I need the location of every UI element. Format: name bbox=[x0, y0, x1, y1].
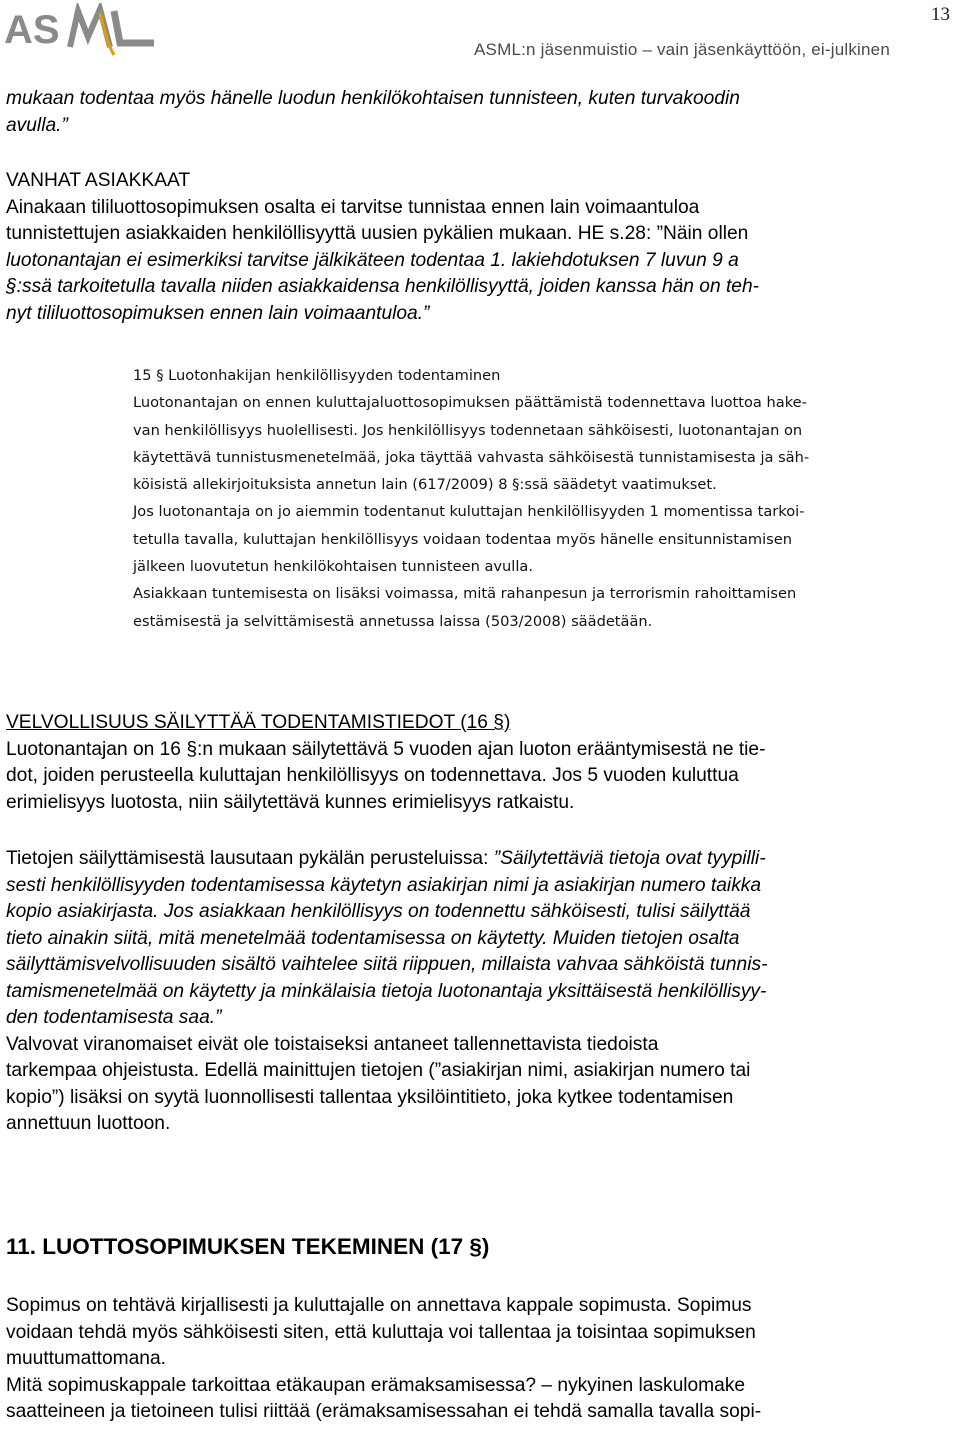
logo-text-as: AS bbox=[4, 8, 60, 52]
paragraph-line: dot, joiden perusteella kuluttajan henkilöllisyys on todennettava. Jos 5 vuoden kuluttua bbox=[6, 765, 739, 786]
paragraph-line: Ainakaan tililuottosopimuksen osalta ei tarvitse tunnistaa ennen lain voimaantuloa bbox=[6, 196, 700, 218]
intro-line: avulla.” bbox=[6, 114, 68, 136]
quote-line: van henkilöllisyys huolellisesti. Jos henkilöllisyys todennetaan sähköisesti, luotonantajan on bbox=[133, 421, 803, 439]
quote-line: tetulla tavalla, kuluttajan henkilöllisyys voidaan todentaa myös hänelle ensitunnistamisen bbox=[133, 530, 793, 548]
intro-line: mukaan todentaa myös hänelle luodun henkilökohtaisen tunnisteen, kuten turvakoodin bbox=[6, 88, 740, 109]
paragraph-line: tunnistettujen asiakkaiden henkilöllisyyttä uusien pykälien mukaan. HE s.28: ”Näin ollen bbox=[6, 223, 749, 244]
paragraph-line: säilyttämisvelvollisuuden sisältö vaihtelee siitä riippuen, millaista vahvaa sähköistä tunnis- bbox=[6, 954, 768, 975]
paragraph-line: kopio”) lisäksi on syytä luonnollisesti tallentaa yksilöintitieto, joka kytkee todentamisen bbox=[6, 1086, 734, 1108]
quote-line: köisistä allekirjoituksista annetun lain (617/2009) 8 §:ssä säädetyt vaatimukset. bbox=[133, 476, 717, 494]
section-heading: VANHAT ASIAKKAAT bbox=[6, 170, 191, 191]
paragraph-line: tamismenetelmää on käytetty ja minkälaisia tietoja luotonantaja yksittäisestä henkilöllisyy- bbox=[6, 980, 767, 1002]
storage-section bbox=[6, 846, 954, 1138]
quote-line: 15 § Luotonhakijan henkilöllisyyden todentaminen bbox=[133, 367, 501, 384]
retention-section bbox=[6, 710, 954, 816]
paragraph-line: erimielisyys luotosta, niin säilytettävä kunnes erimielisyys ratkaistu. bbox=[6, 791, 575, 813]
paragraph-line: voidaan tehdä myös sähköisesti siten, että kuluttaja voi tallentaa ja toisintaa sopimuksen bbox=[6, 1321, 756, 1343]
paragraph-line: Tietojen säilyttämisestä lausutaan pykälän perusteluissa: ”Säilytettäviä tietoja ovat tyypilli- bbox=[6, 848, 766, 869]
paragraph-line: saatteineen ja tietoineen tulisi riittää (erämaksamisessahan ei tehdä samalla tavalla sopi- bbox=[6, 1401, 762, 1422]
law-quote-15 bbox=[133, 362, 953, 635]
paragraph-line: luotonantajan ei esimerkiksi tarvitse jälkikäteen todentaa 1. lakiehdotuksen 7 luvun 9 a bbox=[6, 249, 739, 271]
paragraph-line: §:ssä tarkoitetulla tavalla niiden asiakkaidensa henkilöllisyyttä, joiden kanssa hän on teh- bbox=[6, 276, 760, 297]
paragraph-line: muuttumattomana. bbox=[6, 1348, 166, 1369]
section-11-body bbox=[6, 1293, 954, 1426]
logo-accent-swoosh bbox=[100, 13, 114, 55]
paragraph-line: sesti henkilöllisyyden todentamisessa käytetyn asiakirjan nimi ja asiakirjan numero taikka bbox=[6, 874, 762, 896]
quote-line: jälkeen luovutetun henkilökohtaisen tunnisteen avulla. bbox=[133, 558, 533, 576]
intro-block bbox=[6, 86, 954, 139]
paragraph-line: Sopimus on tehtävä kirjallisesti ja kuluttajalle on annettava kappale sopimusta. Sopimus bbox=[6, 1295, 752, 1316]
quote-line: estämisestä ja selvittämisestä annetussa laissa (503/2008) säädetään. bbox=[133, 612, 653, 630]
quote-line: Asiakkaan tuntemisesta on lisäksi voimassa, mitä rahanpesun ja terrorismin rahoittamisen bbox=[133, 585, 797, 603]
header-title: ASML:n jäsenmuistio – vain jäsenkäyttöön, ei-julkinen bbox=[474, 40, 890, 59]
paragraph-line: tarkempaa ohjeistusta. Edellä mainittujen tietojen (”asiakirjan nimi, asiakirjan numero tai bbox=[6, 1060, 751, 1081]
paragraph-line: nyt tililuottosopimuksen ennen lain voimaantuloa.” bbox=[6, 302, 430, 324]
old-customers-section bbox=[6, 168, 954, 327]
paragraph-line: Mitä sopimuskappale tarkoittaa etäkaupan erämaksamisessa? – nykyinen laskulomake bbox=[6, 1374, 746, 1396]
paragraph-line: kopio asiakirjasta. Jos asiakkaan henkilöllisyys on todennettu sähköisesti, tulisi säilyttää bbox=[6, 901, 751, 922]
paragraph-line: Luotonantajan on 16 §:n mukaan säilytettävä 5 vuoden ajan luoton erääntymisestä ne tie- bbox=[6, 738, 766, 760]
page-number: 13 bbox=[931, 4, 950, 25]
paragraph-line: den todentamisesta saa.” bbox=[6, 1007, 222, 1028]
quote-line: Jos luotonantaja on jo aiemmin todentanut kuluttajan henkilöllisyyden 1 momentissa tarkoi- bbox=[133, 503, 805, 521]
paragraph-line: tieto ainakin siitä, mitä menetelmää todentamisessa on käytetty. Muiden tietojen osalta bbox=[6, 927, 740, 949]
section-heading: VELVOLLISUUS SÄILYTTÄÄ TODENTAMISTIEDOT (16 §) bbox=[6, 712, 511, 733]
asml-logo bbox=[4, 3, 164, 59]
logo-l-shape bbox=[114, 11, 154, 43]
paragraph-line: annettuun luottoon. bbox=[6, 1113, 171, 1134]
paragraph-line: Valvovat viranomaiset eivät ole toistaiseksi antaneet tallennettavista tiedoista bbox=[6, 1033, 659, 1055]
quote-line: Luotonantajan on ennen kuluttajaluottosopimuksen päättämistä todennettava luottoa hake- bbox=[133, 394, 807, 412]
section-11-heading: 11. LUOTTOSOPIMUKSEN TEKEMINEN (17 §) bbox=[6, 1234, 490, 1259]
quote-line: käytettävä tunnistusmenetelmää, joka täyttää vahvasta sähköisestä tunnistamisesta ja säh- bbox=[133, 448, 810, 466]
